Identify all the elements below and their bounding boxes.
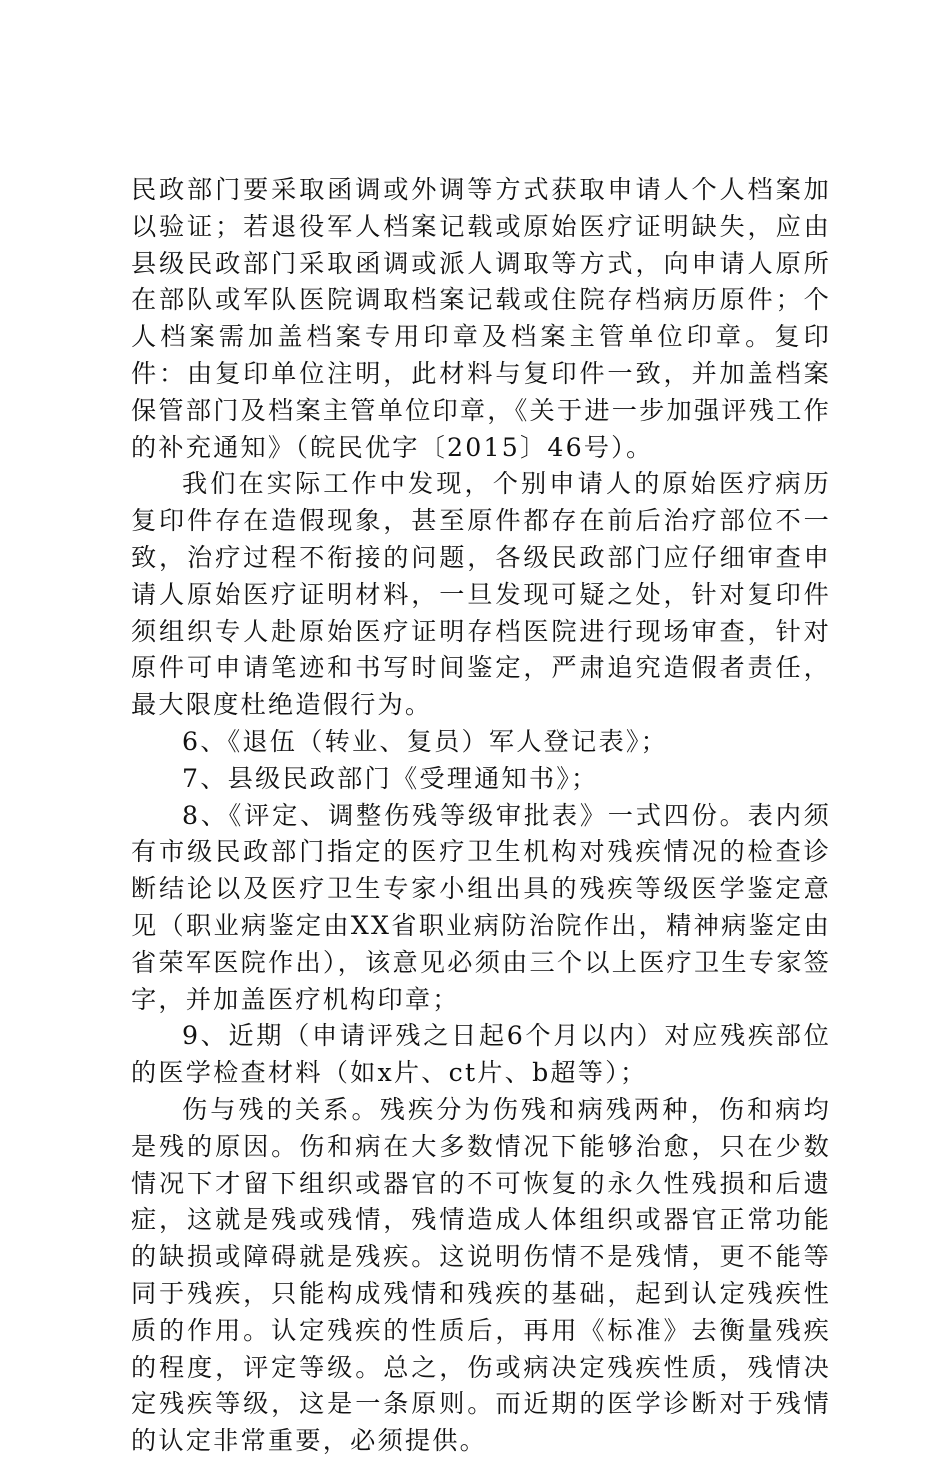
paragraph-fraud-review: 我们在实际工作中发现，个别申请人的原始医疗病历复印件存在造假现象，甚至原件都存在前后治疗部位不一致，治疗过程不衔接的问题，各级民政部门应仔细审查申请人原始医疗证明材料，一旦发现可疑之处，针对复印件须组织专人赴原始医疗证明存档医院进行现场审查，针对原件可申请笔迹和书写时间鉴定，严肃追究造假者责任，最大限度杜绝造假行为。 (131, 469, 831, 720)
list-item-9: 9、近期（申请评残之日起6个月以内）对应残疾部位的医学检查材料（如x片、ct片、b超等）； (131, 1021, 831, 1088)
paragraph-injury-disability: 伤与残的关系。残疾分为伤残和病残两种，伤和病均是残的原因。伤和病在大多数情况下能够治愈，只在少数情况下才留下组织或器官的不可恢复的永久性残损和后遗症，这就是残或残情，残情造成人体组织或器官正常功能的缺损或障碍就是残疾。这说明伤情不是残情，更不能等同于残疾，只能构成残情和残疾的基础，起到认定残疾性质的作用。认定残疾的性质后，再用《标准》去衡量残疾的程度，评定等级。总之，伤或病决定残疾性质，残情决定残疾等级，这是一条原则。而近期的医学诊断对于残情的认定非常重要，必须提供。 (131, 1094, 831, 1456)
list-item-8: 8、《评定、调整伤残等级审批表》一式四份。表内须有市级民政部门指定的医疗卫生机构对残疾情况的检查诊断结论以及医疗卫生专家小组出具的残疾等级医学鉴定意见（职业病鉴定由XX省职业病防治院作出，精神病鉴定由省荣军医院作出），该意见必须由三个以上医疗卫生专家签字，并加盖医疗机构印章； (131, 800, 831, 1014)
list-item-6: 6、《退伍（转业、复员）军人登记表》； (182, 726, 668, 756)
paragraph-archive-verification: 民政部门要采取函调或外调等方式获取申请人个人档案加以验证；若退役军人档案记载或原始医疗证明缺失，应由县级民政部门采取函调或派人调取等方式，向申请人原所在部队或军队医院调取档案记载或住院存档病历原件；个人档案需加盖档案专用印章及档案主管单位印章。复印件：由复印单位注明，此材料与复印件一致，并加盖档案保管部门及档案主管单位印章，《关于进一步加强评残工作的补充通知》（皖民优字〔2015〕46号）。 (131, 175, 831, 462)
list-item-7: 7、县级民政部门《受理通知书》； (182, 763, 599, 793)
document-body (131, 172, 831, 1460)
